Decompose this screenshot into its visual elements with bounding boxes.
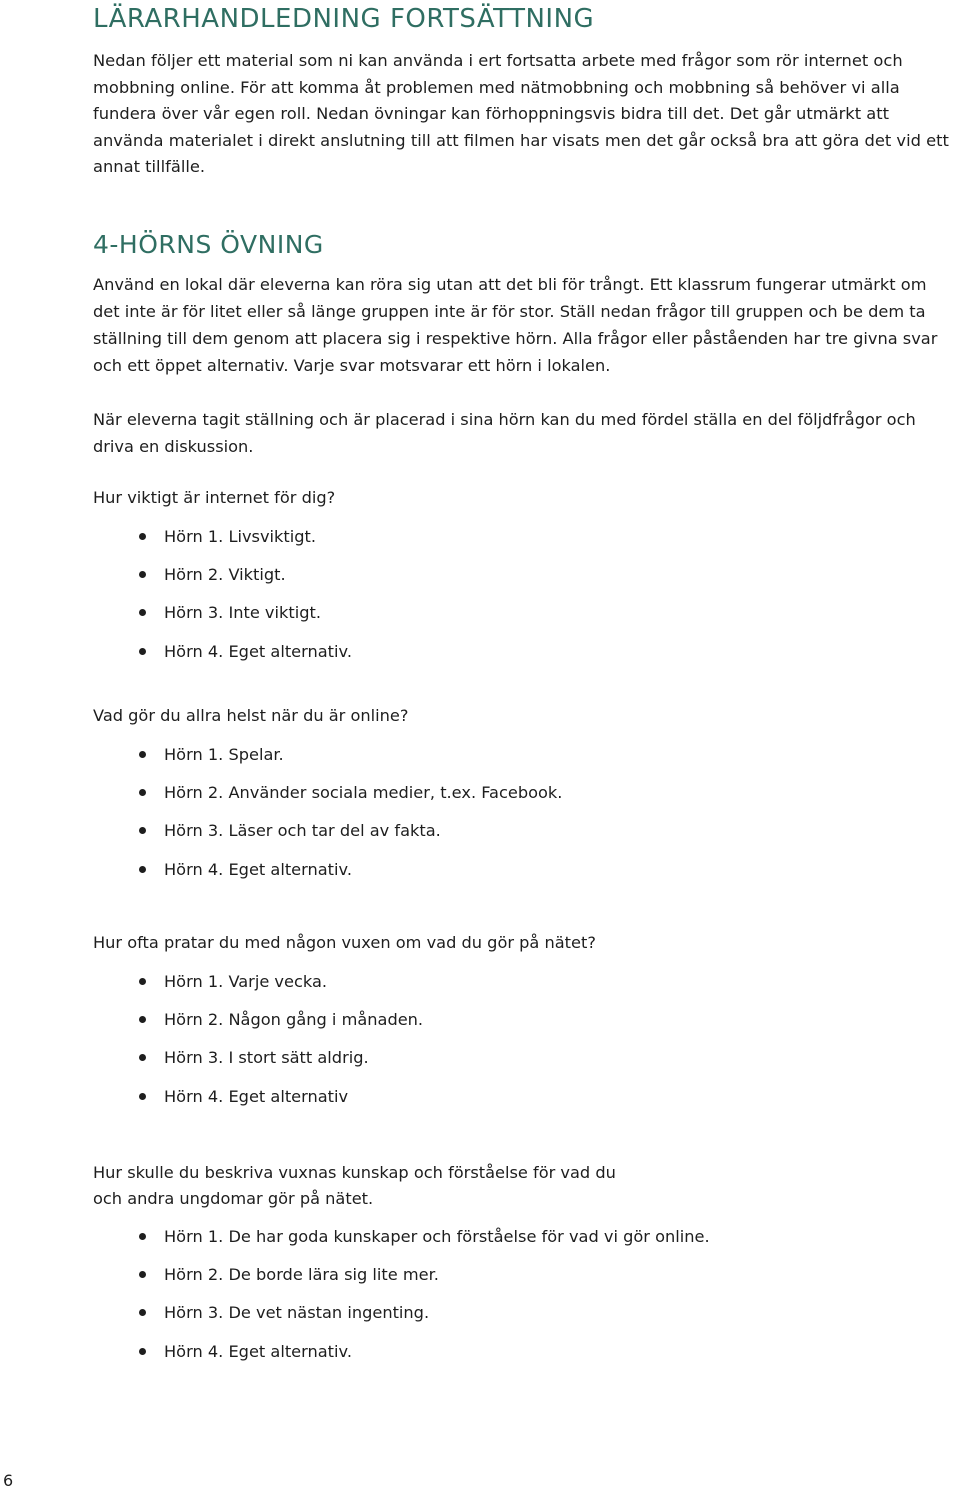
bullet-icon <box>139 1271 146 1278</box>
answer-list-1 <box>137 524 352 677</box>
question-1: Hur viktigt är internet för dig? <box>93 488 336 507</box>
list-item <box>137 562 352 600</box>
list-item <box>137 1224 710 1262</box>
list-item <box>137 639 352 677</box>
answer-text: Hörn 2. Någon gång i månaden. <box>164 1010 424 1030</box>
list-item <box>137 1300 710 1338</box>
intro-paragraph: Nedan följer ett material som ni kan använda i ert fortsatta arbete med frågor som rör internet och mobbning online. För att komma åt problemen med nätmobbning och mobbning så behöver vi alla fundera över vår egen roll. Nedan övningar kan förhoppningsvis bidra till det. Det går utmärkt att använda materialet i direkt anslutning till att filmen har visats men det går också bra att göra det vid ett annat tillfälle. <box>93 51 949 177</box>
answer-list-2 <box>137 742 562 895</box>
list-item <box>137 600 352 638</box>
bullet-icon <box>139 789 146 796</box>
answer-text: Hörn 3. Inte viktigt. <box>164 603 321 623</box>
list-item <box>137 742 562 780</box>
section-paragraph-2: När eleverna tagit ställning och är placerad i sina hörn kan du med fördel ställa en del följdfrågor och driva en diskussion. <box>93 410 916 456</box>
answer-text: Hörn 3. De vet nästan ingenting. <box>164 1303 430 1323</box>
bullet-icon <box>139 866 146 873</box>
bullet-icon <box>139 827 146 834</box>
bullet-icon <box>139 751 146 758</box>
list-item <box>137 818 562 856</box>
answer-text: Hörn 1. Varje vecka. <box>164 972 328 991</box>
bullet-icon <box>139 978 146 985</box>
bullet-icon <box>139 609 146 616</box>
answer-text: Hörn 2. De borde lära sig lite mer. <box>164 1265 439 1285</box>
bullet-icon <box>139 1348 146 1355</box>
answer-text: Hörn 4. Eget alternativ. <box>164 1341 352 1361</box>
list-item <box>137 1045 423 1083</box>
question-3: Hur ofta pratar du med någon vuxen om vad du gör på nätet? <box>93 933 596 952</box>
bullet-icon <box>139 571 146 578</box>
answer-text: Hörn 2. Viktigt. <box>164 565 286 585</box>
answer-text: Hörn 4. Eget alternativ <box>164 1086 349 1106</box>
answer-text: Hörn 1. Livsviktigt. <box>164 527 317 546</box>
bullet-icon <box>139 648 146 655</box>
page-title: LÄRARHANDLEDNING FORTSÄTTNING <box>93 4 595 34</box>
list-item <box>137 1262 710 1300</box>
answer-text: Hörn 3. I stort sätt aldrig. <box>164 1048 369 1068</box>
answer-text: Hörn 1. Spelar. <box>164 745 284 764</box>
question-4-line-1: Hur skulle du beskriva vuxnas kunskap och förståelse för vad du <box>93 1163 616 1182</box>
answer-list-3 <box>137 969 423 1122</box>
answer-text: Hörn 1. De har goda kunskaper och förståelse för vad vi gör online. <box>164 1227 710 1246</box>
list-item <box>137 524 352 562</box>
page-number: 6 <box>3 1471 14 1490</box>
answer-list-4 <box>137 1224 710 1377</box>
answer-text: Hörn 4. Eget alternativ. <box>164 859 352 879</box>
bullet-icon <box>139 1016 146 1023</box>
question-4-line-2: och andra ungdomar gör på nätet. <box>93 1189 374 1208</box>
bullet-icon <box>139 1309 146 1316</box>
section-paragraph-1: Använd en lokal där eleverna kan röra sig utan att det bli för trångt. Ett klassrum fungerar utmärkt om det inte är för litet eller så länge gruppen inte är för stor. Ställ nedan frågor till gruppen och be dem ta ställning till dem genom att placera sig i respektive hörn. Alla frågor eller påståenden har tre givna svar och ett öppet alternativ. Varje svar motsvarar ett hörn i lokalen. <box>93 275 938 375</box>
bullet-icon <box>139 533 146 540</box>
bullet-icon <box>139 1093 146 1100</box>
bullet-icon <box>139 1233 146 1240</box>
section-heading: 4-HÖRNS ÖVNING <box>93 230 324 259</box>
question-2: Vad gör du allra helst när du är online? <box>93 706 409 725</box>
list-item <box>137 857 562 895</box>
list-item <box>137 1007 423 1045</box>
list-item <box>137 1339 710 1377</box>
answer-text: Hörn 4. Eget alternativ. <box>164 641 352 661</box>
bullet-icon <box>139 1054 146 1061</box>
list-item <box>137 1084 423 1122</box>
list-item <box>137 780 562 818</box>
answer-text: Hörn 3. Läser och tar del av fakta. <box>164 821 441 841</box>
question-4 <box>93 1160 953 1212</box>
list-item <box>137 969 423 1007</box>
answer-text: Hörn 2. Använder sociala medier, t.ex. Facebook. <box>164 783 563 803</box>
